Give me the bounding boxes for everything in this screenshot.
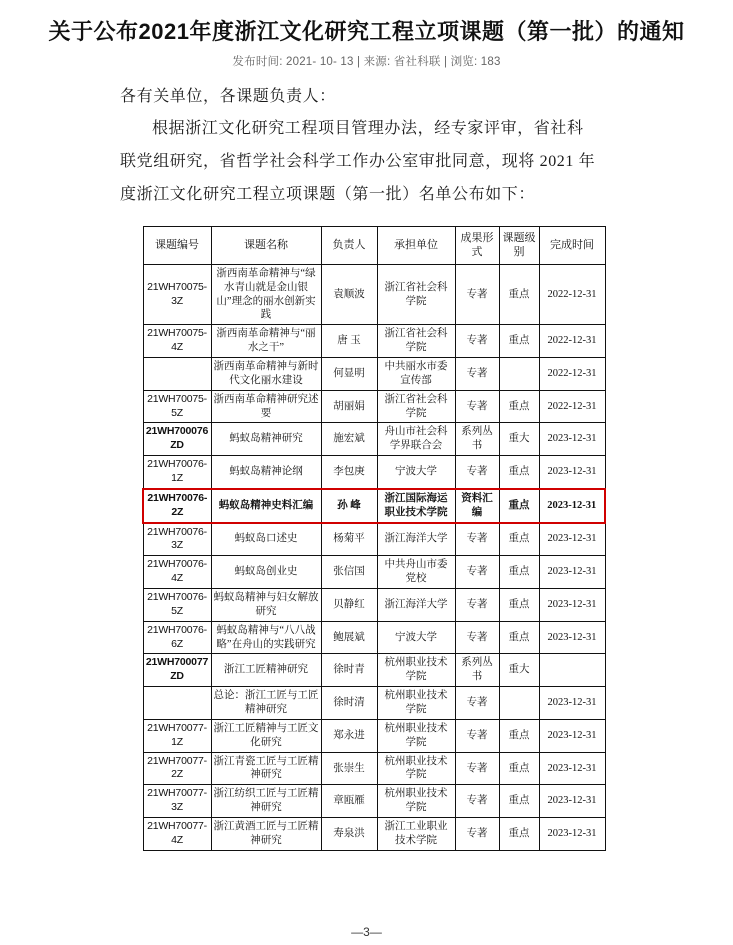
cell-form: 系列丛书: [455, 654, 499, 687]
document-body: [0, 81, 733, 212]
cell-leader: 张崇生: [321, 752, 377, 785]
cell-code: 21WH70076-4Z: [143, 556, 211, 589]
cell-leader: 鲍展斌: [321, 621, 377, 654]
cell-level: [499, 357, 539, 390]
table-row: [143, 456, 605, 489]
cell-code: 21WH70077-4Z: [143, 818, 211, 851]
cell-date: 2022-12-31: [539, 390, 605, 423]
cell-unit: 宁波大学: [377, 456, 455, 489]
column-header-unit: 承担单位: [377, 226, 455, 264]
cell-form: 专著: [455, 752, 499, 785]
page-title: 关于公布2021年度浙江文化研究工程立项课题（第一批）的通知: [48, 19, 685, 44]
cell-form: 专著: [455, 687, 499, 720]
cell-title: 浙江黄酒工匠与工匠精神研究: [211, 818, 321, 851]
table-row: [143, 719, 605, 752]
cell-form: 专著: [455, 390, 499, 423]
cell-date: 2023-12-31: [539, 556, 605, 589]
cell-leader: 唐 玉: [321, 325, 377, 358]
cell-level: 重点: [499, 264, 539, 324]
cell-level: 重大: [499, 654, 539, 687]
cell-unit: 杭州职业技术学院: [377, 687, 455, 720]
cell-unit: 浙江工业职业技术学院: [377, 818, 455, 851]
cell-unit: 杭州职业技术学院: [377, 654, 455, 687]
table-row: [143, 654, 605, 687]
cell-leader: 施宏斌: [321, 423, 377, 456]
cell-title: 浙西南革命精神与新时代文化丽水建设: [211, 357, 321, 390]
cell-unit: 中共舟山市委党校: [377, 556, 455, 589]
cell-form: 资料汇编: [455, 489, 499, 523]
cell-code: 21WH70075-3Z: [143, 264, 211, 324]
column-header-code: 课题编号: [143, 226, 211, 264]
cell-date: 2023-12-31: [539, 621, 605, 654]
salutation: 各有关单位，各课题负责人：: [120, 87, 336, 105]
cell-date: 2023-12-31: [539, 489, 605, 523]
paragraph-1: 根据浙江文化研究工程项目管理办法，经专家评审，省社科: [152, 120, 584, 138]
cell-code: 21WH70077-3Z: [143, 785, 211, 818]
cell-leader: 贝静红: [321, 589, 377, 622]
cell-unit: 浙江省社会科学院: [377, 390, 455, 423]
cell-date: 2023-12-31: [539, 818, 605, 851]
cell-unit: 宁波大学: [377, 621, 455, 654]
cell-unit: 浙江海洋大学: [377, 589, 455, 622]
cell-unit: 杭州职业技术学院: [377, 719, 455, 752]
table-row: [143, 489, 605, 523]
cell-level: [499, 687, 539, 720]
table-row: [143, 423, 605, 456]
cell-level: 重点: [499, 785, 539, 818]
cell-title: 蚂蚁岛口述史: [211, 523, 321, 556]
cell-title: 浙江工匠精神研究: [211, 654, 321, 687]
table-row: [143, 264, 605, 324]
page-number: —3—: [351, 925, 382, 939]
cell-code: 21WH700077ZD: [143, 654, 211, 687]
cell-level: 重点: [499, 456, 539, 489]
cell-code: 21WH70075-5Z: [143, 390, 211, 423]
table-row: [143, 752, 605, 785]
cell-code: 21WH700076ZD: [143, 423, 211, 456]
cell-level: 重大: [499, 423, 539, 456]
cell-code: [143, 687, 211, 720]
cell-title: 蚂蚁岛精神研究: [211, 423, 321, 456]
cell-title: 蚂蚁岛精神与妇女解放研究: [211, 589, 321, 622]
cell-leader: 杨菊平: [321, 523, 377, 556]
cell-date: 2023-12-31: [539, 785, 605, 818]
cell-form: 专著: [455, 719, 499, 752]
cell-code: [143, 357, 211, 390]
cell-level: 重点: [499, 589, 539, 622]
cell-form: 系列丛书: [455, 423, 499, 456]
cell-level: 重点: [499, 489, 539, 523]
cell-unit: 浙江海洋大学: [377, 523, 455, 556]
cell-level: 重点: [499, 621, 539, 654]
cell-level: 重点: [499, 325, 539, 358]
table-row: [143, 818, 605, 851]
table-row: [143, 325, 605, 358]
column-header-form: 成果形式: [455, 226, 499, 264]
column-header-leader: 负责人: [321, 226, 377, 264]
cell-level: 重点: [499, 556, 539, 589]
cell-date: 2022-12-31: [539, 264, 605, 324]
cell-leader: 何显明: [321, 357, 377, 390]
cell-title: 浙江纺织工匠与工匠精神研究: [211, 785, 321, 818]
cell-code: 21WH70075-4Z: [143, 325, 211, 358]
cell-date: 2023-12-31: [539, 523, 605, 556]
cell-date: 2023-12-31: [539, 752, 605, 785]
cell-title: 浙西南革命精神研究述要: [211, 390, 321, 423]
cell-leader: 徐时清: [321, 687, 377, 720]
cell-unit: 杭州职业技术学院: [377, 785, 455, 818]
table-row: [143, 390, 605, 423]
cell-level: 重点: [499, 752, 539, 785]
cell-code: 21WH70076-6Z: [143, 621, 211, 654]
cell-title: 蚂蚁岛精神论纲: [211, 456, 321, 489]
cell-form: 专著: [455, 325, 499, 358]
cell-form: 专著: [455, 785, 499, 818]
cell-date: 2023-12-31: [539, 423, 605, 456]
cell-unit: 浙江省社会科学院: [377, 264, 455, 324]
cell-date: 2022-12-31: [539, 357, 605, 390]
cell-leader: 章瓯雁: [321, 785, 377, 818]
cell-code: 21WH70076-3Z: [143, 523, 211, 556]
table-row: [143, 523, 605, 556]
cell-form: 专著: [455, 456, 499, 489]
cell-form: 专著: [455, 818, 499, 851]
cell-date: 2022-12-31: [539, 325, 605, 358]
cell-leader: 李包庚: [321, 456, 377, 489]
table-row: [143, 687, 605, 720]
cell-title: 浙江青瓷工匠与工匠精神研究: [211, 752, 321, 785]
cell-date: 2023-12-31: [539, 687, 605, 720]
cell-form: 专著: [455, 556, 499, 589]
column-header-title: 课题名称: [211, 226, 321, 264]
cell-title: 蚂蚁岛创业史: [211, 556, 321, 589]
cell-level: 重点: [499, 523, 539, 556]
cell-title: 蚂蚁岛精神与“八八战略”在舟山的实践研究: [211, 621, 321, 654]
cell-code: 21WH70076-5Z: [143, 589, 211, 622]
cell-form: 专著: [455, 357, 499, 390]
cell-level: 重点: [499, 818, 539, 851]
cell-form: 专著: [455, 589, 499, 622]
cell-code: 21WH70077-1Z: [143, 719, 211, 752]
cell-leader: 郑永进: [321, 719, 377, 752]
cell-title: 浙西南革命精神与“绿水青山就是金山银山”理念的丽水创新实践: [211, 264, 321, 324]
cell-leader: 胡丽娟: [321, 390, 377, 423]
table-row: [143, 589, 605, 622]
cell-unit: 杭州职业技术学院: [377, 752, 455, 785]
table-row: [143, 785, 605, 818]
column-header-date: 完成时间: [539, 226, 605, 264]
cell-title: 总论：浙江工匠与工匠精神研究: [211, 687, 321, 720]
cell-code: 21WH70076-2Z: [143, 489, 211, 523]
project-table-container: [0, 226, 733, 851]
cell-title: 浙江工匠精神与工匠文化研究: [211, 719, 321, 752]
table-header-row: [143, 226, 605, 264]
cell-unit: 浙江省社会科学院: [377, 325, 455, 358]
cell-leader: 寿泉洪: [321, 818, 377, 851]
paragraph-2: 联党组研究，省哲学社会科学工作办公室审批同意，现将 2021 年: [120, 153, 596, 171]
cell-level: 重点: [499, 719, 539, 752]
cell-date: 2023-12-31: [539, 589, 605, 622]
column-header-level: 课题级别: [499, 226, 539, 264]
cell-date: [539, 654, 605, 687]
cell-date: 2023-12-31: [539, 456, 605, 489]
table-row: [143, 357, 605, 390]
project-table: [142, 226, 606, 851]
cell-title: 浙西南革命精神与“丽水之干”: [211, 325, 321, 358]
cell-form: 专著: [455, 264, 499, 324]
cell-date: 2023-12-31: [539, 719, 605, 752]
cell-title: 蚂蚁岛精神史料汇编: [211, 489, 321, 523]
cell-code: 21WH70076-1Z: [143, 456, 211, 489]
table-body: [143, 264, 605, 850]
cell-leader: 袁顺波: [321, 264, 377, 324]
cell-unit: 浙江国际海运职业技术学院: [377, 489, 455, 523]
cell-form: 专著: [455, 523, 499, 556]
paragraph-3: 度浙江文化研究工程立项课题（第一批）名单公布如下：: [120, 185, 536, 203]
table-row: [143, 556, 605, 589]
table-row: [143, 621, 605, 654]
cell-unit: 舟山市社会科学界联合会: [377, 423, 455, 456]
cell-leader: 孙 峰: [321, 489, 377, 523]
cell-unit: 中共丽水市委宣传部: [377, 357, 455, 390]
cell-level: 重点: [499, 390, 539, 423]
cell-code: 21WH70077-2Z: [143, 752, 211, 785]
document-meta: 发布时间: 2021- 10- 13 | 来源: 省社科联 | 浏览: 183: [232, 55, 501, 68]
cell-leader: 张信国: [321, 556, 377, 589]
cell-form: 专著: [455, 621, 499, 654]
cell-leader: 徐时青: [321, 654, 377, 687]
